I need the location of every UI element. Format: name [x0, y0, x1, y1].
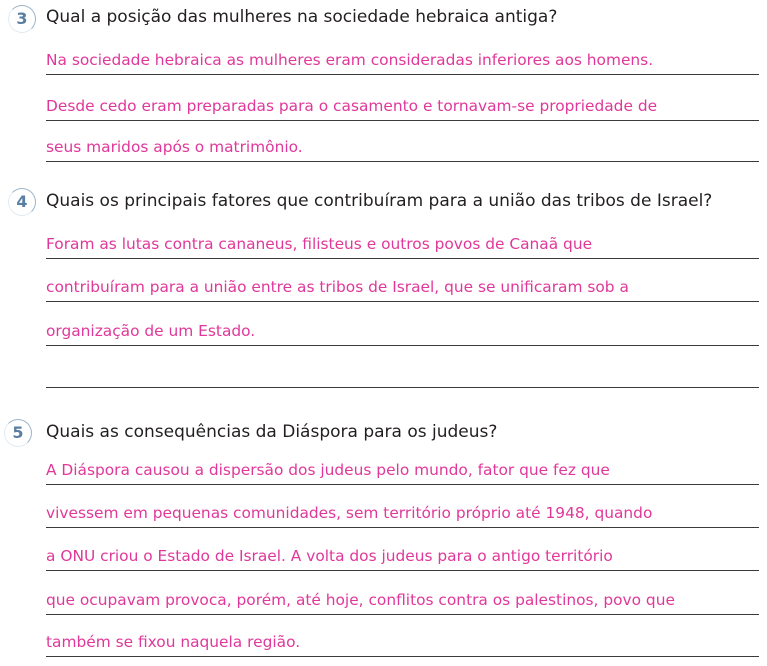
answer-text: seus maridos após o matrimônio.	[46, 138, 303, 156]
answer-text: Na sociedade hebraica as mulheres eram consideradas inferiores aos homens.	[46, 51, 654, 69]
answer-text: também se fixou naquela região.	[46, 633, 301, 651]
question-number-badge: 3	[8, 5, 36, 33]
question-text: Quais as consequências da Diáspora para os judeus?	[46, 422, 498, 442]
answer-text: a ONU criou o Estado de Israel. A volta dos judeus para o antigo território	[46, 547, 613, 565]
answer-line	[46, 454, 759, 485]
answer-line	[46, 44, 759, 75]
answer-line	[46, 271, 759, 302]
answer-line	[46, 540, 759, 571]
answer-text: vivessem em pequenas comunidades, sem território próprio até 1948, quando	[46, 504, 653, 522]
answer-line	[46, 315, 759, 346]
answer-line	[46, 90, 759, 121]
answer-line	[46, 497, 759, 528]
question-number-badge: 5	[4, 419, 32, 447]
answer-text: Desde cedo eram preparadas para o casamento e tornavam-se propriedade de	[46, 97, 658, 115]
answer-line	[46, 626, 759, 657]
question-text: Qual a posição das mulheres na sociedade hebraica antiga?	[46, 7, 558, 27]
answer-text: A Diáspora causou a dispersão dos judeus pelo mundo, fator que fez que	[46, 461, 610, 479]
answer-text: Foram as lutas contra cananeus, filisteus e outros povos de Canaã que	[46, 235, 593, 253]
question-number-badge: 4	[8, 188, 36, 216]
answer-line	[46, 131, 759, 162]
answer-line	[46, 584, 759, 615]
answer-text: que ocupavam provoca, porém, até hoje, conflitos contra os palestinos, povo que	[46, 591, 675, 609]
question-text: Quais os principais fatores que contribuíram para a união das tribos de Israel?	[46, 191, 713, 211]
answer-text: contribuíram para a união entre as tribos de Israel, que se unificaram sob a	[46, 278, 629, 296]
answer-line	[46, 228, 759, 259]
answer-text: organização de um Estado.	[46, 322, 256, 340]
answer-line	[46, 357, 759, 388]
